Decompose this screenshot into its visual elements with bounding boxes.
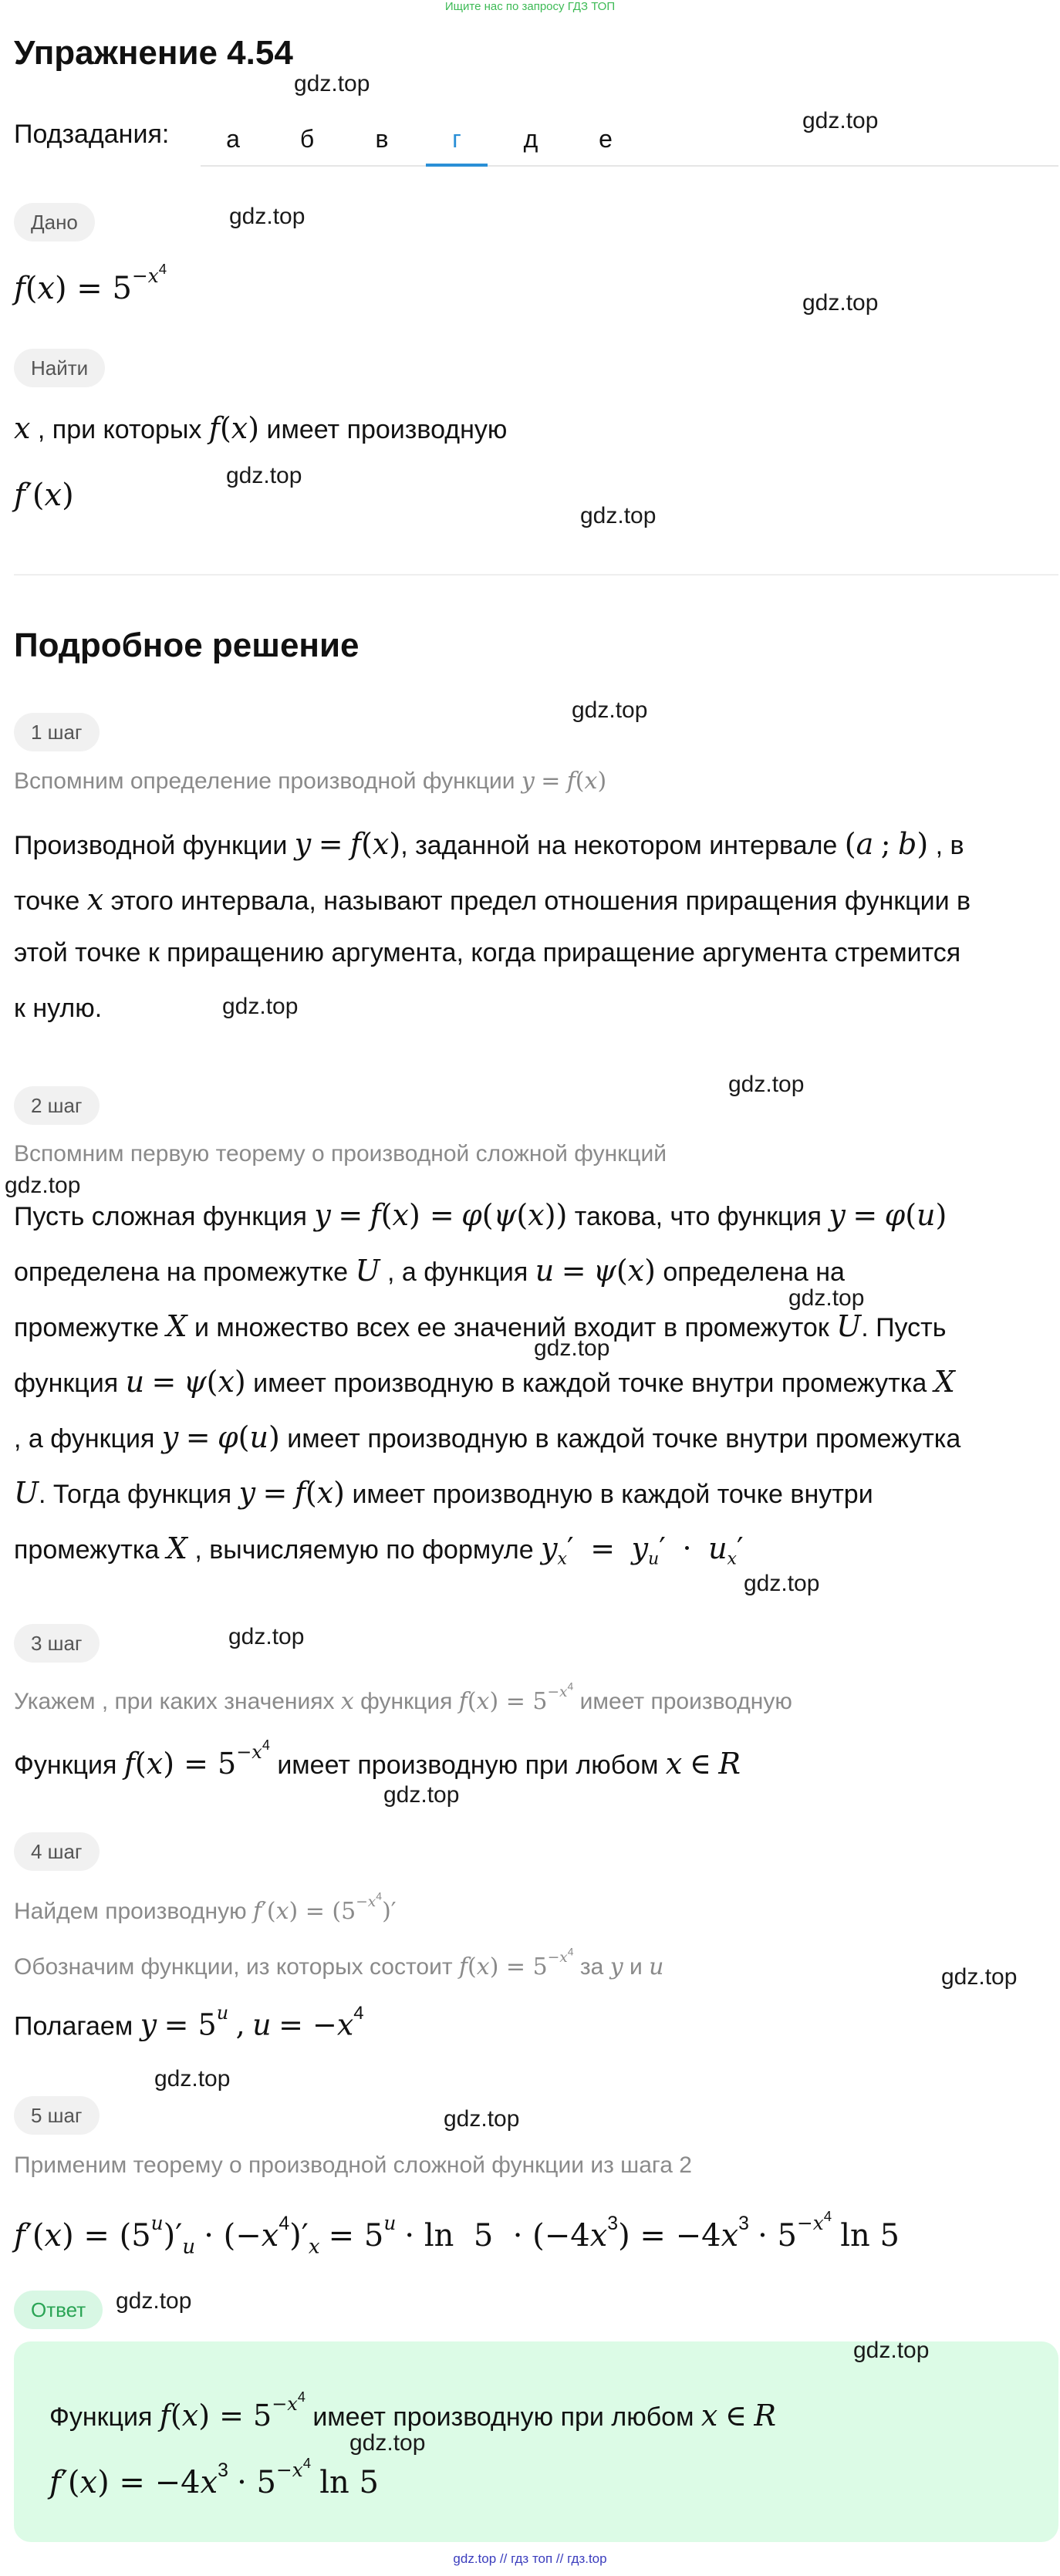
step1-line1: Производной функции y = f(x), заданной на некотором интервале (a ; b) , в [14, 827, 964, 861]
watermark: gdz.top [154, 2066, 231, 2092]
step2-l6b: имеет производную в каждой точке внутри [352, 1480, 873, 1509]
step4-hint2-c: и [629, 1954, 643, 1980]
tab-v[interactable]: в [375, 125, 389, 153]
step1-hint-text: Вспомним определение производной функции [14, 768, 515, 794]
step3-hint-a: Укажем , при каких значениях [14, 1689, 335, 1715]
watermark: gdz.top [802, 290, 879, 316]
step2-l4b: имеет производную в каждой точке внутри промежутка [253, 1369, 927, 1398]
watermark: gdz.top [572, 697, 648, 723]
tab-d[interactable]: д [523, 125, 538, 153]
watermark: gdz.top [5, 1173, 81, 1198]
divider [14, 574, 1058, 576]
step2-line6: U. Тогда функция y = f(x) имеет производную в каждой точке внутри [14, 1476, 873, 1510]
step2-l4a: функция [14, 1369, 119, 1398]
given-badge: Дано [14, 203, 95, 241]
step2-l1b: такова, что функция [574, 1202, 822, 1231]
watermark: gdz.top [228, 1624, 305, 1649]
watermark: gdz.top [229, 204, 306, 229]
step2-l2b: , а функция [387, 1258, 528, 1287]
step1-line2: точке x этого интервала, называют предел отношения приращения функции в [14, 883, 971, 917]
step4-hint2: Обозначим функции, из которых состоит $f(x) = 5^{-x^4}$ за y и u [14, 1946, 664, 1981]
step1-l1a: Производной функции [14, 831, 288, 860]
step4-result: Полагаем $y = 5^u$ , $u = -x^4$ [14, 2002, 364, 2042]
tab-b[interactable]: б [299, 125, 315, 153]
find-derivative: f′(x) [14, 478, 74, 513]
watermark: gdz.top [788, 1285, 865, 1311]
watermark: gdz.top [744, 1571, 820, 1596]
answer-box [14, 2341, 1058, 2542]
step4-text-a: Полагаем [14, 2011, 133, 2041]
step5-hint: Применим теорему о производной сложной функции из шага 2 [14, 2152, 692, 2178]
step2-l6a: . Тогда функция [39, 1480, 232, 1509]
tab-a[interactable]: а [226, 125, 240, 153]
step2-line4: функция u = ψ(x) имеет производную в каждой точке внутри промежутка X [14, 1365, 955, 1399]
step1-l1c: , в [935, 831, 964, 860]
step1-l2a: точке [14, 886, 80, 916]
watermark: gdz.top [580, 503, 657, 528]
watermark: gdz.top [349, 2430, 426, 2456]
watermark: gdz.top [226, 463, 302, 488]
step2-l5a: , а функция [14, 1424, 155, 1453]
step2-line5: , а функция y = φ(u) имеет производную в каждой точке внутри промежутка [14, 1420, 961, 1454]
top-banner: Ищите нас по запросу ГДЗ ТОП [444, 0, 616, 13]
step3-hint-b: функция [360, 1689, 453, 1715]
step1-l1b: , заданной на некотором интервале [400, 831, 838, 860]
step2-l3a: промежутке [14, 1313, 159, 1342]
answer-line2: $f'(x) = -4x^3 \cdot 5^{-x^4}$ ln 5 [49, 2455, 379, 2501]
step2-line3: промежутке X и множество всех ее значений входит в промежуток U. Пусть [14, 1309, 947, 1343]
watermark: gdz.top [853, 2338, 930, 2363]
subtask-tabs [201, 108, 1058, 167]
find-text: x , при которых f(x) имеет производную [14, 411, 508, 445]
step4-hint2-b: за [579, 1954, 604, 1980]
step3-text-a: Функция [14, 1751, 117, 1781]
step1-line3: этой точке к приращению аргумента, когда приращение аргумента стремится [14, 938, 961, 967]
find-badge: Найти [14, 349, 105, 387]
step2-line2: определена на промежутке U , а функция u = ψ(x) определена на [14, 1254, 845, 1288]
given-formula: $f(x) = 5^{-x^4}$ [14, 261, 167, 307]
find-text-1: , при которых [37, 415, 202, 444]
step5-badge: 5 шаг [14, 2096, 100, 2135]
section-title: Подробное решение [14, 626, 360, 664]
step3-badge: 3 шаг [14, 1624, 100, 1663]
step3-hint: Укажем , при каких значениях x функция $f(x) = 5^{-x^4}$ имеет производную [14, 1680, 792, 1716]
watermark: gdz.top [116, 2288, 192, 2314]
step1-hint: Вспомним определение производной функции y = f(x) [14, 768, 607, 795]
step2-line1: Пусть сложная функция y = f(x) = φ(ψ(x)) такова, что функция y = φ(u) [14, 1198, 947, 1232]
watermark: gdz.top [294, 71, 370, 96]
step2-l7b: , вычисляемую по формуле [194, 1535, 534, 1565]
subtasks-label: Подзадания: [14, 120, 170, 149]
step3-result: Функция $f(x) = 5^{-x^4}$ имеет производную при любом x ∈ R [14, 1737, 741, 1781]
answer-text-a: Функция [49, 2402, 153, 2433]
step1-badge: 1 шаг [14, 713, 100, 751]
step1-line4: к нулю. [14, 994, 103, 1023]
watermark: gdz.top [222, 994, 299, 1019]
answer-badge: Ответ [14, 2291, 103, 2329]
step4-badge: 4 шаг [14, 1832, 100, 1871]
watermark: gdz.top [383, 1782, 460, 1808]
step2-l2a: определена на промежутке [14, 1258, 349, 1287]
watermark: gdz.top [444, 2106, 520, 2132]
step2-l2c: определена на [663, 1258, 845, 1287]
watermark: gdz.top [728, 1072, 805, 1097]
step3-text-b: имеет производную при любом [277, 1751, 659, 1781]
step2-l1a: Пусть сложная функция [14, 1202, 307, 1231]
watermark: gdz.top [802, 108, 879, 133]
footer: gdz.top // гдз топ // гдз.top [453, 2551, 607, 2566]
step1-l2b: этого интервала, называют предел отношения приращения функции в [110, 886, 971, 916]
watermark: gdz.top [534, 1335, 610, 1361]
tab-e[interactable]: е [599, 125, 613, 153]
step2-badge: 2 шаг [14, 1086, 100, 1125]
step4-hint-text: Найдем производную [14, 1899, 247, 1925]
step2-line7: промежутка X , вычисляемую по формуле $y_x' = y_u' \cdot u_x'$ [14, 1531, 744, 1569]
page-title: Упражнение 4.54 [14, 34, 293, 72]
step5-formula: $f'(x) = (5^u)'_u \cdot (-x^4)'_x = 5^u \cdot \ln 5 \cdot (-4x^3) = -4x^3 \cdot 5^{-x^4}$ ln 5 [14, 2208, 900, 2259]
step2-l3c: . Пусть [861, 1313, 947, 1342]
step2-l3b: и множество всех ее значений входит в промежуток [194, 1313, 829, 1342]
step4-hint: Найдем производную $f'(x) = (5^{-x^4})'$ [14, 1890, 397, 1926]
step3-hint-c: имеет производную [579, 1689, 792, 1715]
step4-hint2-a: Обозначим функции, из которых состоит [14, 1954, 453, 1980]
step2-l7a: промежутка [14, 1535, 160, 1565]
tab-g[interactable]: г [426, 116, 488, 167]
step2-l5b: имеет производную в каждой точке внутри промежутка [287, 1424, 961, 1453]
answer-text-b: имеет производную при любом [312, 2402, 694, 2433]
watermark: gdz.top [941, 1964, 1018, 1990]
answer-line1: Функция $f(x) = 5^{-x^4}$ имеет производную при любом x ∈ R [49, 2389, 777, 2433]
find-text-2: имеет производную [266, 415, 508, 444]
step2-hint: Вспомним первую теорему о производной сложной функций [14, 1141, 667, 1166]
